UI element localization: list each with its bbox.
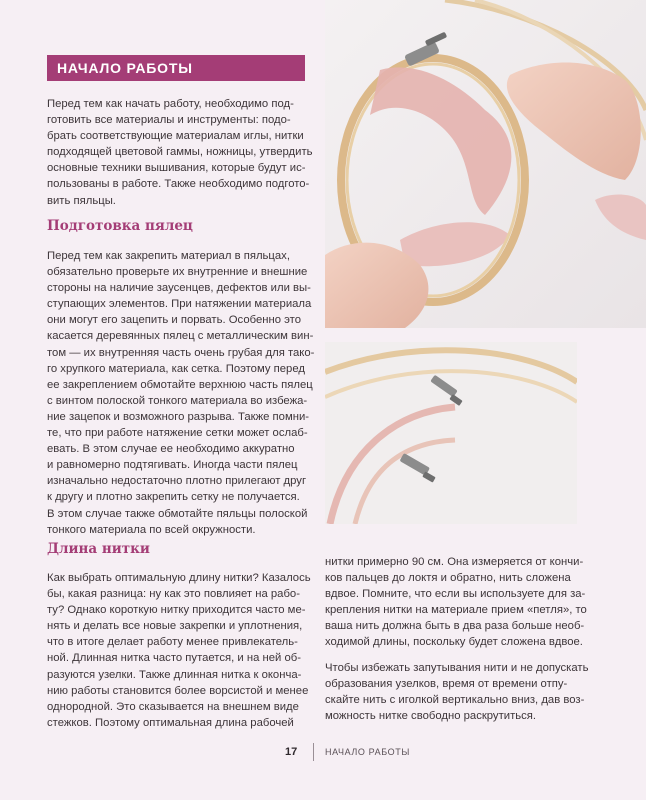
hoop-preparation-paragraph: Перед тем как закрепить материал в пяльцах, обязательно проверьте их внутренние и внешние стороны на наличие заусенцев, дефектов или вы- ступающих элементов. При натяжении материала они могут его зацепить и порвать. Особенно это касается деревянных пялец с металлическим вин- том — их внутренняя часть очень грубая для тако- го хрупкого материала, как сетка. Поэтому перед ее закреплением обмотайте верхнюю часть пялец с винтом полоской тонкого материала во избежа- ние зацепок и возможного разрыва. Также помни- те, что при работе натяжение сетки может ослаб- евать. В этом случае ее необходимо аккуратно и равномерно подтягивать. Иногда части пялец изначально недостаточно плотно прилегают друг к другу и плотно закрепить сетку не получается. В этом случае также обмотайте пяльцы полоской тонкого материала по всей окружности. (47, 250, 315, 536)
thread-length-paragraph-right: нитки примерно 90 см. Она измеряется от кончи- ков пальцев до локтя и обратно, нить сложена вдвое. Помните, что если вы используете для за- крепления нитки на материале прием «петля», то ваша нить должна быть в два раза больше необ- ходимой длины, поскольку будет сложена вдвое. (325, 556, 587, 649)
section-banner: НАЧАЛО РАБОТЫ (47, 55, 305, 81)
knots-paragraph: Чтобы избежать запутывания нити и не допускать образования узелков, время от времени отпу- скайте нить с иголкой вертикально вниз, дав воз- можность нитке свободно раскрутиться. (325, 662, 589, 723)
hoop-hands-photo (325, 0, 646, 328)
wrapped-hoops-photo (325, 342, 577, 524)
intro-paragraph: Перед тем как начать работу, необходимо под- готовить все материалы и инструменты: подо- брать соответствующие материалам иглы, нитки подходящей цветовой гаммы, ножницы, утвердить основные техники вышивания, которые будут ис- пользованы в работе. Также необходимо подгото- вить пяльцы. (47, 98, 313, 207)
page-number: 17 (285, 746, 298, 758)
thread-length-paragraph-left: Как выбрать оптимальную длину нитки? Казалось бы, какая разница: ну как это повлияет на рабо- ту? Однако короткую нитку приходится часто ме- нять и делать все новые закрепки и уплотнения, что в итоге делает работу менее привлекатель- ной. Длинная нитка часто путается, и на ней об- разуются узелки. Также длинная нитка к оконча- нию работы становится более ворсистой и менее однородной. Это сказывается на внешнем виде стежков. Поэтому оптимальная длина рабочей (47, 572, 311, 729)
footer-divider (313, 743, 314, 761)
running-footer-title: НАЧАЛО РАБОТЫ (325, 747, 410, 757)
heading-thread-length: Длина нитки (47, 541, 150, 557)
heading-hoop-preparation: Подготовка пялец (47, 218, 193, 234)
